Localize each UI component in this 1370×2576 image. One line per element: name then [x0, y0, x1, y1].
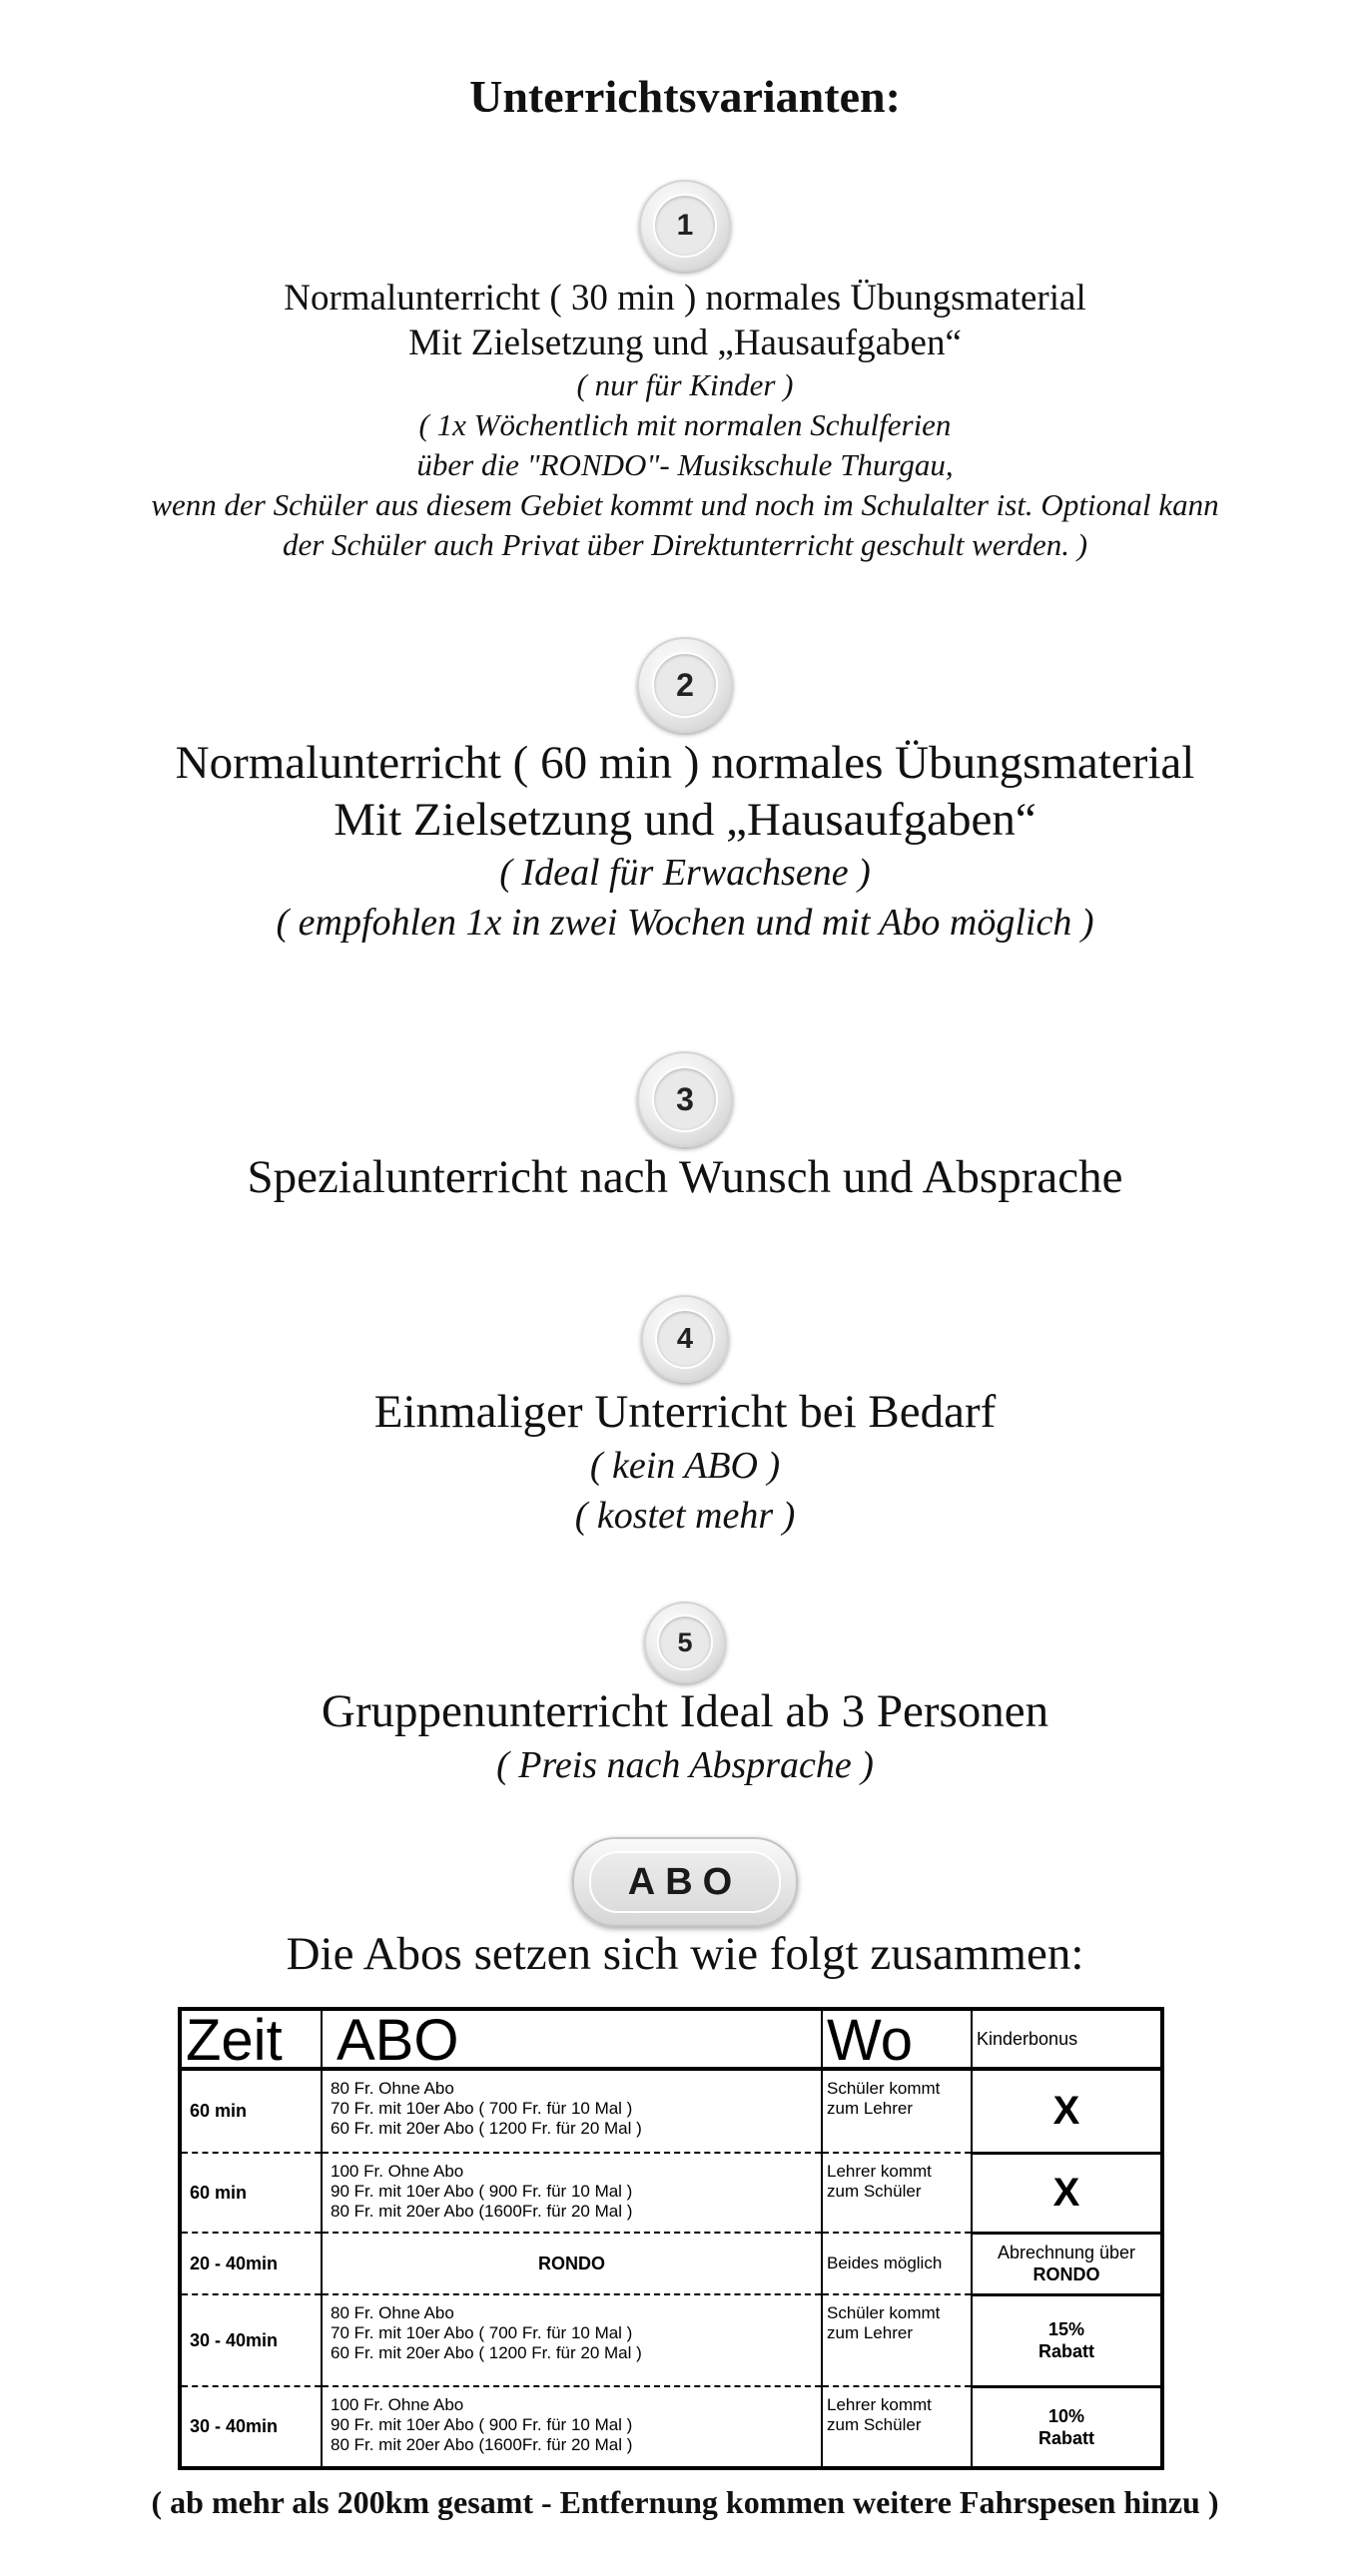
- variant-2-description: [0, 734, 1370, 948]
- table-header-row: [180, 2009, 1162, 2069]
- variant-1-line-7: der Schüler auch Privat über Direktunterricht geschult werden. ): [282, 527, 1088, 562]
- variant-4-line-2: ( kein ABO ): [589, 1445, 781, 1487]
- cell-zeit: 20 - 40min: [180, 2233, 322, 2294]
- variant-1-description: [0, 276, 1370, 565]
- cell-wo: Schüler kommt zum Lehrer: [822, 2069, 972, 2153]
- variant-5-description: [0, 1682, 1370, 1790]
- cell-zeit: 30 - 40min: [180, 2386, 322, 2468]
- variant-1-line-1: Normalunterricht ( 30 min ) normales Übungsmaterial: [284, 278, 1086, 319]
- header-wo: Wo: [822, 2009, 972, 2069]
- cell-wo: Beides möglich: [822, 2233, 972, 2294]
- abo-price-table: [178, 2007, 1164, 2470]
- variant-1-line-3: ( nur für Kinder ): [576, 367, 794, 402]
- cell-kinderbonus: Abrechnung über RONDO: [972, 2233, 1162, 2294]
- variant-5-line-1: Gruppenunterricht Ideal ab 3 Personen: [321, 1685, 1049, 1737]
- cell-wo: Lehrer kommt zum Schüler: [822, 2153, 972, 2233]
- badge-number: 4: [655, 1309, 715, 1369]
- abo-badge: [572, 1837, 798, 1927]
- page-title: Unterrichtsvarianten:: [469, 71, 901, 122]
- cell-zeit: 60 min: [180, 2153, 322, 2233]
- footnote: ( ab mehr als 200km gesamt - Entfernung kommen weitere Fahrspesen hinzu ): [151, 2484, 1219, 2520]
- number-5-badge-icon: [644, 1602, 726, 1683]
- cell-abo: RONDO: [322, 2233, 822, 2294]
- header-abo: ABO: [322, 2009, 822, 2069]
- cell-wo: Schüler kommt zum Lehrer: [822, 2294, 972, 2386]
- number-2-badge-icon: [637, 637, 733, 733]
- variant-1-line-4: ( 1x Wöchentlich mit normalen Schulferien: [418, 407, 952, 442]
- badge-number: 2: [652, 652, 718, 718]
- variant-3-description: [0, 1148, 1370, 1206]
- cell-zeit: 60 min: [180, 2069, 322, 2153]
- table-row: [180, 2294, 1162, 2386]
- abo-intro: [0, 1925, 1370, 1983]
- variant-4-line-1: Einmaliger Unterricht bei Bedarf: [373, 1386, 997, 1438]
- badge-number: 5: [657, 1614, 713, 1670]
- table-row: [180, 2153, 1162, 2233]
- cell-kinderbonus: X: [972, 2153, 1162, 2233]
- variant-2-line-3: ( Ideal für Erwachsene ): [499, 852, 871, 894]
- abo-intro-text: Die Abos setzen sich wie folgt zusammen:: [286, 1928, 1084, 1980]
- cell-abo: 80 Fr. Ohne Abo 70 Fr. mit 10er Abo ( 700 Fr. für 10 Mal ) 60 Fr. mit 20er Abo ( 1200 Fr. für 20 Mal ): [322, 2069, 822, 2153]
- cell-abo: 80 Fr. Ohne Abo 70 Fr. mit 10er Abo ( 700 Fr. für 10 Mal ) 60 Fr. mit 20er Abo ( 1200 Fr. für 20 Mal ): [322, 2294, 822, 2386]
- table-row: [180, 2233, 1162, 2294]
- variant-2-line-2: Mit Zielsetzung und „Hausaufgaben“: [334, 794, 1036, 846]
- variant-2-line-4: ( empfohlen 1x in zwei Wochen und mit Abo möglich ): [276, 902, 1094, 944]
- table-row: [180, 2069, 1162, 2153]
- badge-number: 1: [653, 194, 717, 258]
- variant-4-line-3: ( kostet mehr ): [574, 1495, 796, 1537]
- table-row: [180, 2386, 1162, 2468]
- header-kinderbonus: Kinderbonus: [972, 2009, 1162, 2069]
- badge-number: 3: [652, 1066, 718, 1132]
- abo-badge-label: ABO: [589, 1851, 781, 1913]
- variant-1-line-5: über die "RONDO"- Musikschule Thurgau,: [416, 447, 954, 482]
- variant-2-line-1: Normalunterricht ( 60 min ) normales Übungsmaterial: [175, 737, 1195, 789]
- cell-kinderbonus: X: [972, 2069, 1162, 2153]
- cell-abo: 100 Fr. Ohne Abo 90 Fr. mit 10er Abo ( 900 Fr. für 10 Mal ) 80 Fr. mit 20er Abo (1600Fr. für 20 Mal ): [322, 2153, 822, 2233]
- header-zeit: Zeit: [180, 2009, 322, 2069]
- variant-3-line-1: Spezialunterricht nach Wunsch und Absprache: [247, 1151, 1123, 1203]
- variant-5-line-2: ( Preis nach Absprache ): [496, 1744, 874, 1786]
- variant-1-line-2: Mit Zielsetzung und „Hausaufgaben“: [408, 322, 962, 363]
- cell-kinderbonus: 15% Rabatt: [972, 2294, 1162, 2386]
- number-1-badge-icon: [639, 180, 731, 272]
- variant-4-description: [0, 1383, 1370, 1541]
- cell-zeit: 30 - 40min: [180, 2294, 322, 2386]
- variant-1-line-6: wenn der Schüler aus diesem Gebiet kommt und noch im Schulalter ist. Optional kann: [151, 487, 1219, 522]
- cell-wo: Lehrer kommt zum Schüler: [822, 2386, 972, 2468]
- number-3-badge-icon: [637, 1051, 733, 1147]
- number-4-badge-icon: [641, 1295, 729, 1383]
- cell-abo: 100 Fr. Ohne Abo 90 Fr. mit 10er Abo ( 900 Fr. für 10 Mal ) 80 Fr. mit 20er Abo (1600Fr. für 20 Mal ): [322, 2386, 822, 2468]
- cell-kinderbonus: 10% Rabatt: [972, 2386, 1162, 2468]
